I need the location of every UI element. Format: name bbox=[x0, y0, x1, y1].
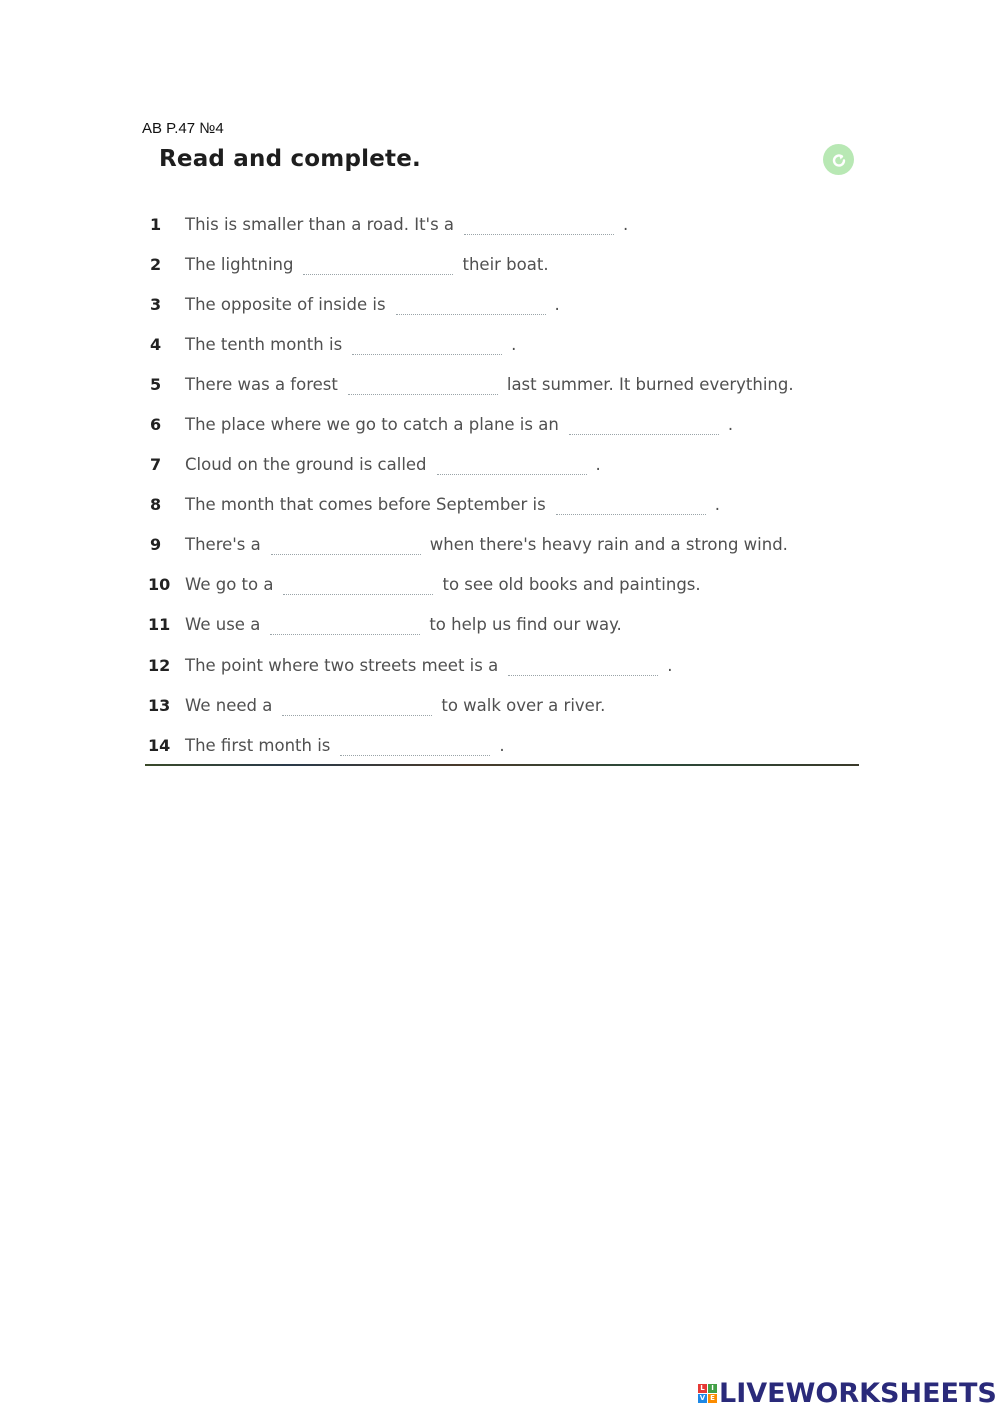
reset-arrow-icon bbox=[829, 150, 849, 170]
item-number: 10 bbox=[148, 575, 171, 595]
item-text-before: There's a bbox=[185, 535, 261, 555]
answer-input-3[interactable] bbox=[396, 294, 546, 315]
answer-input-8[interactable] bbox=[556, 494, 706, 515]
item-number: 11 bbox=[148, 615, 171, 635]
answer-input-4[interactable] bbox=[352, 334, 502, 355]
item-text-before: The month that comes before September is bbox=[185, 495, 546, 515]
item-text-before: The tenth month is bbox=[185, 334, 343, 354]
exercise-title: Read and complete. bbox=[159, 146, 421, 172]
answer-input-14[interactable] bbox=[340, 735, 490, 756]
item-text-before: We go to a bbox=[185, 575, 274, 595]
item-text-after: to see old books and paintings. bbox=[442, 575, 701, 595]
item-number: 4 bbox=[150, 334, 162, 354]
item-text-before: Cloud on the ground is called bbox=[185, 455, 427, 475]
brand-footer bbox=[698, 1378, 997, 1409]
exercise-row-8 bbox=[146, 485, 860, 525]
item-text-after: . bbox=[623, 214, 629, 234]
item-text-after: . bbox=[714, 495, 720, 515]
answer-input-13[interactable] bbox=[282, 695, 432, 716]
exercise-row-14 bbox=[146, 725, 860, 765]
logo-letter: I bbox=[708, 1384, 717, 1393]
logo-letter: V bbox=[699, 1394, 706, 1402]
answer-input-1[interactable] bbox=[464, 214, 614, 235]
answer-input-11[interactable] bbox=[270, 614, 420, 635]
item-number: 5 bbox=[150, 374, 162, 394]
exercise-row-10 bbox=[146, 565, 860, 605]
item-number: 13 bbox=[148, 695, 171, 715]
item-text-before: The point where two streets meet is a bbox=[185, 655, 499, 675]
answer-input-9[interactable] bbox=[271, 534, 421, 555]
item-number: 14 bbox=[148, 735, 171, 755]
exercise-row-4 bbox=[146, 324, 860, 364]
item-text-after: to help us find our way. bbox=[429, 615, 622, 635]
item-number: 3 bbox=[150, 294, 162, 314]
page-reference: AB P.47 №4 bbox=[142, 120, 224, 137]
item-text-before: This is smaller than a road. It's a bbox=[185, 214, 455, 234]
item-text-before: We need a bbox=[185, 695, 273, 715]
item-text-after: when there's heavy rain and a strong wind. bbox=[429, 535, 788, 555]
item-text-before: The opposite of inside is bbox=[185, 294, 386, 314]
exercise-row-12 bbox=[146, 645, 860, 685]
answer-input-5[interactable] bbox=[348, 374, 498, 395]
exercise-row-13 bbox=[146, 685, 860, 725]
answer-input-12[interactable] bbox=[508, 655, 658, 676]
item-text-after: last summer. It burned everything. bbox=[506, 374, 794, 394]
item-text-after: . bbox=[499, 735, 505, 755]
item-text-after: to walk over a river. bbox=[441, 695, 606, 715]
item-text-before: We use a bbox=[185, 615, 261, 635]
item-number: 7 bbox=[150, 455, 162, 475]
item-text-after: . bbox=[727, 415, 734, 435]
item-text-before: There was a forest bbox=[185, 374, 338, 394]
answer-input-10[interactable] bbox=[283, 574, 433, 595]
exercise-row-2 bbox=[146, 244, 860, 284]
item-number: 9 bbox=[150, 535, 162, 555]
item-number: 8 bbox=[150, 495, 162, 515]
liveworksheets-logo-icon bbox=[698, 1384, 717, 1403]
exercise-row-3 bbox=[146, 284, 860, 324]
item-text-after: their boat. bbox=[462, 254, 549, 274]
logo-letter: L bbox=[698, 1384, 707, 1393]
exercise-row-7 bbox=[146, 445, 860, 485]
item-text-before: The place where we go to catch a plane is an bbox=[185, 415, 559, 435]
answer-input-6[interactable] bbox=[569, 414, 719, 435]
item-text-after: . bbox=[595, 455, 601, 475]
item-text-after: . bbox=[511, 334, 517, 354]
item-number: 12 bbox=[148, 655, 171, 675]
answer-input-7[interactable] bbox=[437, 454, 587, 475]
answer-input-2[interactable] bbox=[303, 254, 453, 275]
exercise-list bbox=[146, 204, 860, 765]
reset-button[interactable] bbox=[823, 144, 854, 175]
logo-letter: E bbox=[708, 1394, 717, 1403]
brand-name[interactable]: LIVEWORKSHEETS bbox=[719, 1378, 997, 1409]
exercise-row-11 bbox=[146, 605, 860, 645]
item-number: 1 bbox=[150, 214, 162, 234]
item-number: 2 bbox=[150, 254, 162, 274]
bottom-divider bbox=[145, 764, 859, 766]
exercise-row-5 bbox=[146, 364, 860, 404]
exercise-row-6 bbox=[146, 404, 860, 444]
item-text-before: The first month is bbox=[185, 735, 331, 755]
item-text-after: . bbox=[667, 655, 673, 675]
exercise-row-1 bbox=[146, 204, 860, 244]
item-text-after: . bbox=[554, 294, 560, 314]
item-number: 6 bbox=[150, 415, 162, 435]
exercise-row-9 bbox=[146, 525, 860, 565]
item-text-before: The lightning bbox=[185, 254, 294, 274]
